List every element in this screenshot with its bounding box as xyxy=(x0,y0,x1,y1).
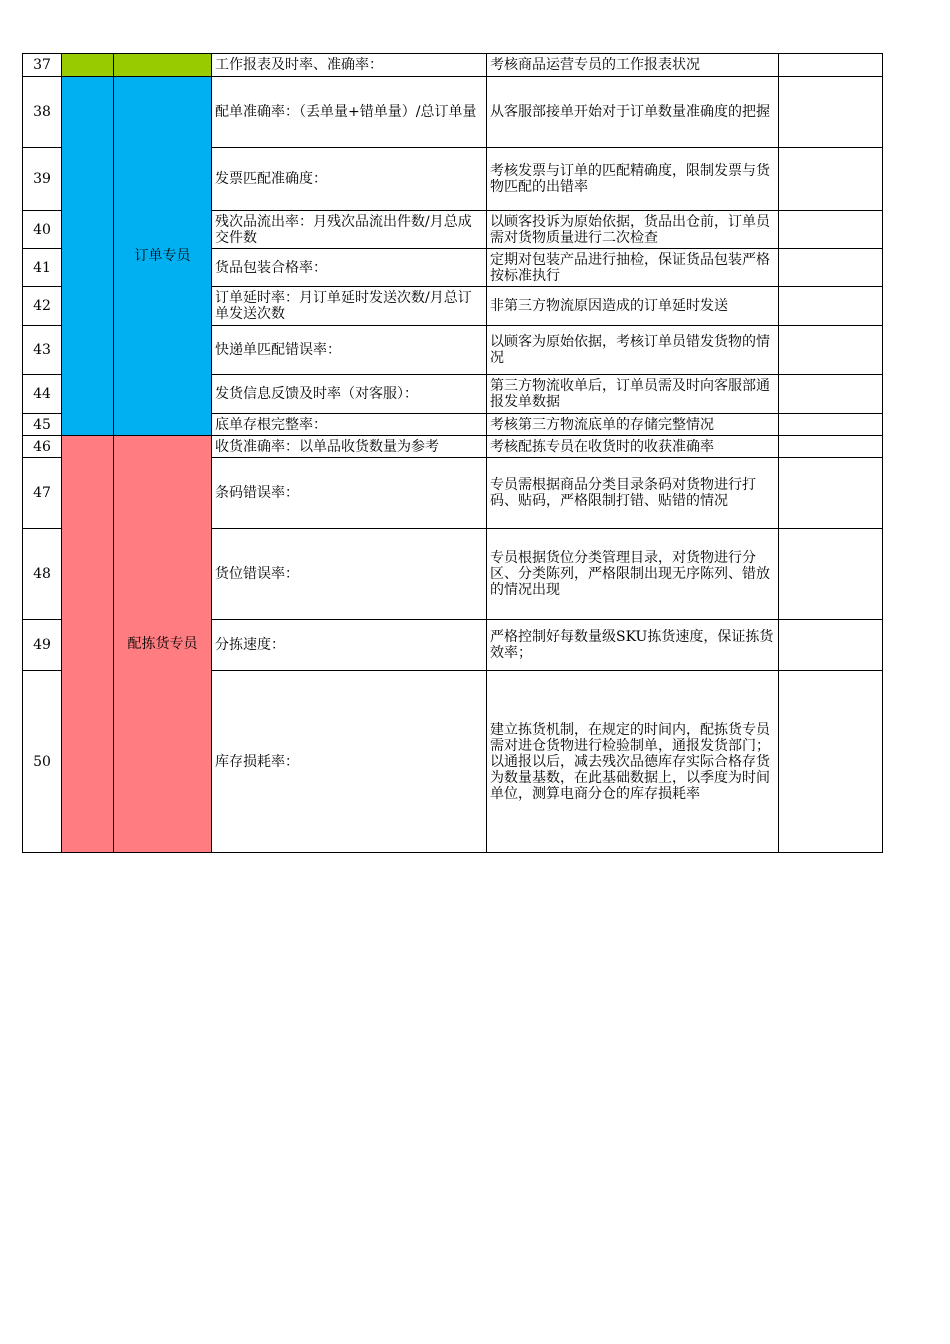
description-cell: 考核第三方物流底单的存储完整情况 xyxy=(487,414,779,436)
extra-cell xyxy=(779,436,883,458)
extra-cell xyxy=(779,54,883,77)
kpi-table xyxy=(22,53,883,853)
description-cell: 考核发票与订单的匹配精确度，限制发票与货物匹配的出错率 xyxy=(487,148,779,211)
table-row xyxy=(23,54,883,77)
row-number: 41 xyxy=(23,249,62,287)
extra-cell xyxy=(779,148,883,211)
extra-cell xyxy=(779,458,883,529)
indicator-cell: 发票匹配准确度： xyxy=(212,148,487,211)
indicator-cell: 配单准确率：（丢单量+错单量）/总订单量 xyxy=(212,77,487,148)
extra-cell xyxy=(779,211,883,249)
extra-cell xyxy=(779,249,883,287)
indicator-cell: 分拣速度： xyxy=(212,620,487,671)
row-number: 49 xyxy=(23,620,62,671)
description-cell: 建立拣货机制，在规定的时间内，配拣货专员需对进仓货物进行检验制单，通报发货部门；以通报以后，减去残次品德库存实际合格存货为数量基数，在此基础数据上，以季度为时间单位，测算电商分仓的库存损耗率 xyxy=(487,671,779,853)
row-number: 38 xyxy=(23,77,62,148)
row-number: 40 xyxy=(23,211,62,249)
indicator-cell: 收货准确率：以单品收货数量为参考 xyxy=(212,436,487,458)
extra-cell xyxy=(779,77,883,148)
indicator-cell: 快递单匹配错误率： xyxy=(212,326,487,375)
extra-cell xyxy=(779,620,883,671)
description-cell: 专员根据货位分类管理目录，对货物进行分区、分类陈列，严格限制出现无序陈列、错放的情况出现 xyxy=(487,529,779,620)
description-cell: 以顾客为原始依据，考核订单员错发货物的情况 xyxy=(487,326,779,375)
indicator-cell: 货品包装合格率： xyxy=(212,249,487,287)
description-cell: 以顾客投诉为原始依据，货品出仓前，订单员需对货物质量进行二次检查 xyxy=(487,211,779,249)
extra-cell xyxy=(779,414,883,436)
role-cell: 订单专员 xyxy=(114,77,212,436)
row-number: 42 xyxy=(23,287,62,326)
role-cell xyxy=(114,54,212,77)
row-number: 45 xyxy=(23,414,62,436)
row-number: 44 xyxy=(23,375,62,414)
row-number: 46 xyxy=(23,436,62,458)
extra-cell xyxy=(779,375,883,414)
indicator-cell: 货位错误率： xyxy=(212,529,487,620)
indicator-cell: 库存损耗率： xyxy=(212,671,487,853)
indicator-cell: 底单存根完整率： xyxy=(212,414,487,436)
extra-cell xyxy=(779,326,883,375)
description-cell: 非第三方物流原因造成的订单延时发送 xyxy=(487,287,779,326)
description-cell: 严格控制好每数量级SKU拣货速度，保证拣货效率； xyxy=(487,620,779,671)
description-cell: 考核配拣专员在收货时的收获准确率 xyxy=(487,436,779,458)
row-number: 39 xyxy=(23,148,62,211)
indicator-cell: 残次品流出率：月残次品流出件数/月总成交件数 xyxy=(212,211,487,249)
indicator-cell: 订单延时率：月订单延时发送次数/月总订单发送次数 xyxy=(212,287,487,326)
row-number: 37 xyxy=(23,54,62,77)
extra-cell xyxy=(779,529,883,620)
group-color-cell xyxy=(62,77,114,436)
extra-cell xyxy=(779,287,883,326)
row-number: 47 xyxy=(23,458,62,529)
extra-cell xyxy=(779,671,883,853)
description-cell: 专员需根据商品分类目录条码对货物进行打码、贴码，严格限制打错、贴错的情况 xyxy=(487,458,779,529)
description-cell: 第三方物流收单后，订单员需及时向客服部通报发单数据 xyxy=(487,375,779,414)
description-cell: 定期对包装产品进行抽检，保证货品包装严格按标准执行 xyxy=(487,249,779,287)
group-color-cell xyxy=(62,436,114,853)
row-number: 48 xyxy=(23,529,62,620)
indicator-cell: 条码错误率： xyxy=(212,458,487,529)
group-color-cell xyxy=(62,54,114,77)
description-cell: 从客服部接单开始对于订单数量准确度的把握 xyxy=(487,77,779,148)
role-cell: 配拣货专员 xyxy=(114,436,212,853)
indicator-cell: 工作报表及时率、准确率： xyxy=(212,54,487,77)
row-number: 50 xyxy=(23,671,62,853)
description-cell: 考核商品运营专员的工作报表状况 xyxy=(487,54,779,77)
table-row xyxy=(23,436,883,458)
row-number: 43 xyxy=(23,326,62,375)
table-row xyxy=(23,77,883,148)
indicator-cell: 发货信息反馈及时率（对客服）： xyxy=(212,375,487,414)
